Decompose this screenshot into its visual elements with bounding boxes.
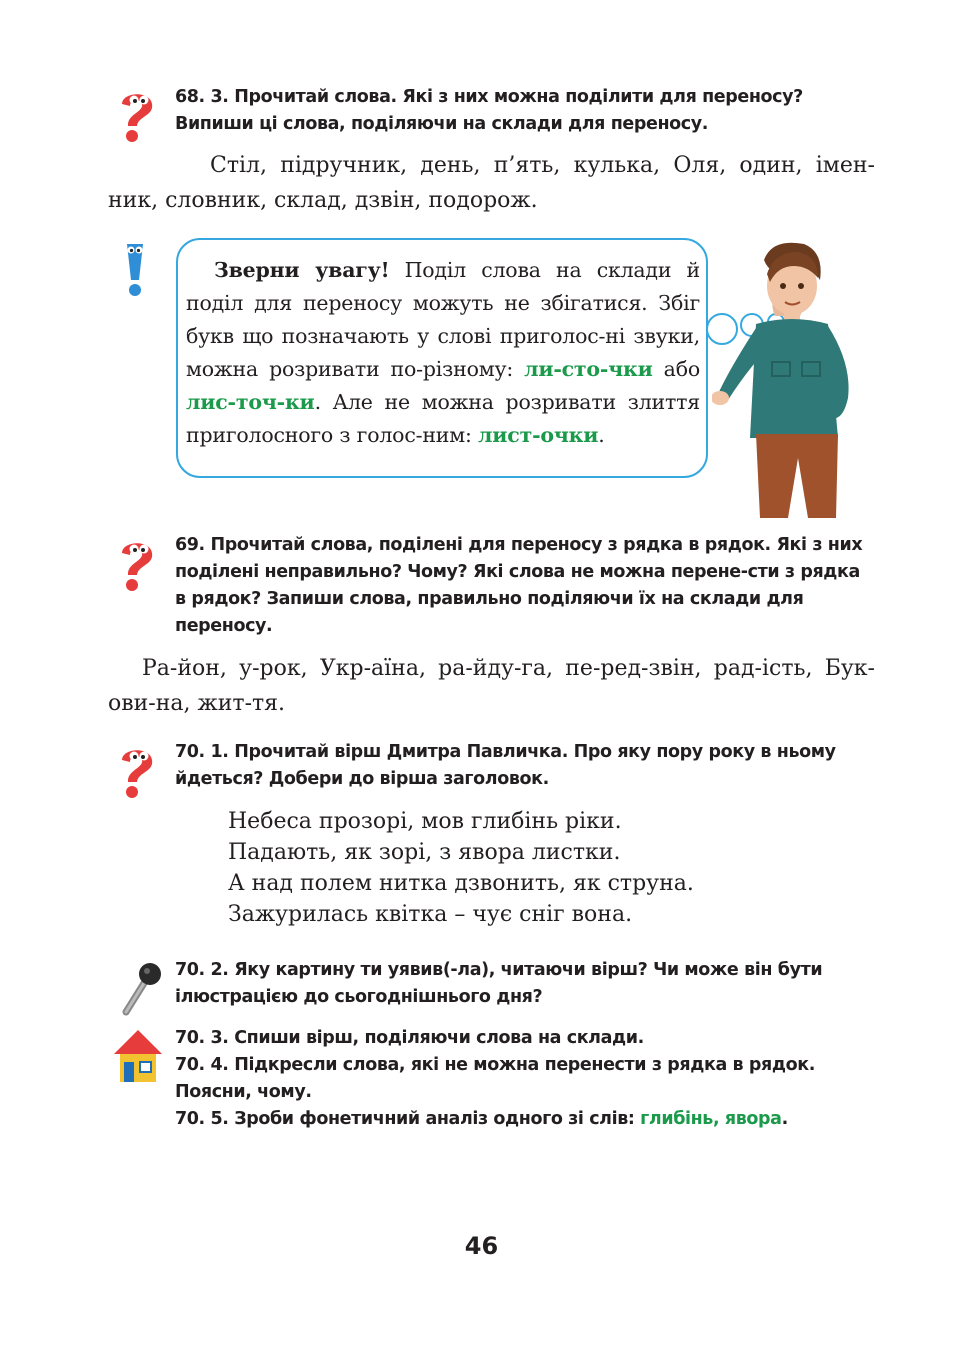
note-callout	[176, 238, 708, 478]
task-69-heading: 69. Прочитай слова, поділені для переносу з рядка в рядок. Які з них поділені неправильно? Чому? Які слова не можна перене-сти з рядка в рядок? Запиши слова, правильно поділяючи їх на склади для переносу.	[175, 535, 863, 636]
poem	[228, 806, 694, 930]
question-mark-icon	[112, 535, 160, 593]
task-70-4-heading: 70. 4. Підкресли слова, які не можна перенести з рядка в рядок. Поясни, чому.	[175, 1055, 815, 1102]
question-mark-icon	[112, 86, 160, 144]
poem-line: А над полем нитка дзвонить, як струна.	[228, 871, 694, 896]
task-70-5-words: глибінь, явора	[640, 1109, 782, 1129]
boy-illustration	[712, 238, 872, 518]
note-example-3: лист-очки	[478, 423, 599, 447]
question-mark-icon	[112, 742, 160, 800]
exclamation-mark-icon	[122, 238, 148, 298]
task-70-5-heading: 70. 5. Зроби фонетичний аналіз одного зі слів: глибінь, явора.	[175, 1109, 788, 1129]
task-70-3-heading: 70. 3. Спиши вірш, поділяючи слова на склади.	[175, 1028, 644, 1048]
page-number: 46	[464, 1232, 499, 1260]
task-68-words: Стіл, підручник, день, п’ять, кулька, Оля, один, імен-ник, словник, склад, дзвін, подорож.	[108, 153, 875, 213]
task-69-words: Ра-йон, у-рок, Укр-аїна, ра-йду-га, пе-ред-звін, рад-ість, Бук-ови-на, жит-тя.	[108, 656, 875, 716]
task-70-1-heading: 70. 1. Прочитай вірш Дмитра Павличка. Про яку пору року в ньому йдеться? Добери до вірша заголовок.	[175, 742, 836, 789]
note-example-2: лис-точ-ки	[186, 390, 315, 414]
note-text: Зверни увагу! Поділ слова на склади й поділ для переносу можуть не збігатися. Збіг букв що позначають у слові приголос-ні звуки, можна розривати по-різному: ли-сто-чки або лис-точ-ки. Але не можна розривати злиття приголосного з голос-ним: лист-очки.	[186, 258, 700, 447]
note-title: Зверни увагу!	[214, 258, 390, 282]
task-68-heading: 68. 3. Прочитай слова. Які з них можна поділити для переносу? Випиши ці слова, поділяючи на склади для переносу.	[175, 87, 803, 134]
microphone-icon	[112, 960, 164, 1018]
task-70-2-heading: 70. 2. Яку картину ти уявив(-ла), читаючи вірш? Чи може він бути ілюстрацією до сьогоднішнього дня?	[175, 960, 823, 1007]
poem-line: Небеса прозорі, мов глибінь ріки.	[228, 809, 622, 834]
house-icon	[112, 1028, 164, 1084]
poem-line: Падають, як зорі, з явора листки.	[228, 840, 621, 865]
note-example-1: ли-сто-чки	[524, 357, 653, 381]
poem-line: Зажурилась квітка – чує сніг вона.	[228, 902, 633, 927]
